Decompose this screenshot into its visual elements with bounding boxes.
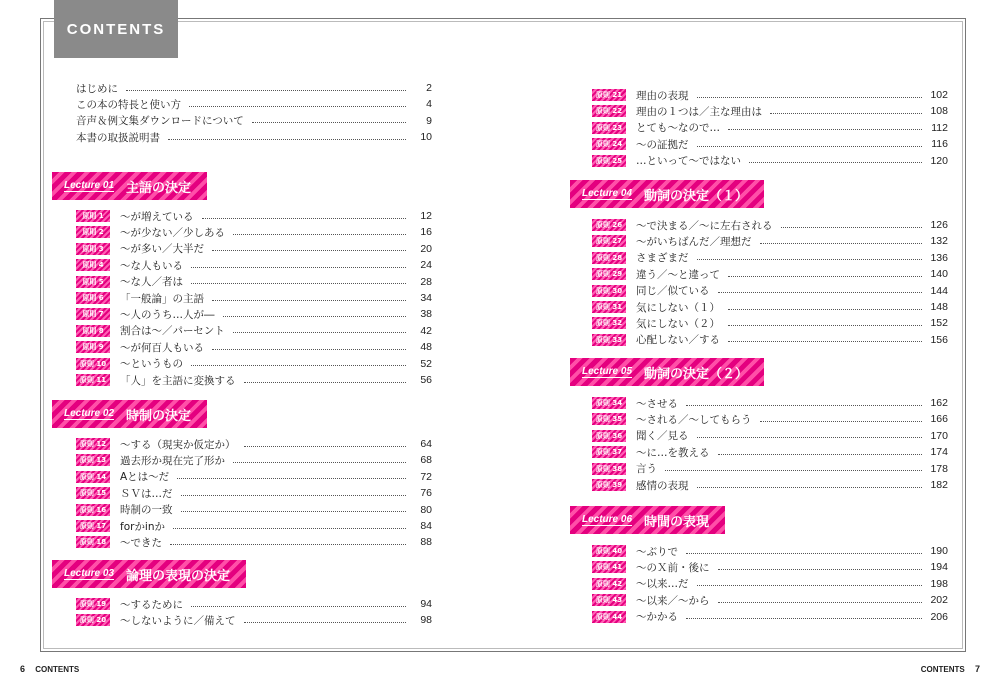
- rule-badge: 原則 24: [592, 138, 626, 150]
- dot-leader: [191, 606, 406, 607]
- entry-title: Aとは〜だ: [120, 469, 173, 484]
- entry-title: 理由の表現: [636, 88, 693, 103]
- dot-leader: [718, 569, 923, 570]
- page-number-right: 7: [974, 664, 980, 674]
- page-number: 56: [420, 374, 432, 386]
- page-number: 198: [930, 577, 948, 590]
- toc-entry[interactable]: [76, 612, 432, 628]
- footer-right: [921, 664, 980, 674]
- lecture-heading: [52, 560, 246, 588]
- rule-badge: 原則 4: [76, 259, 110, 271]
- entry-title: 〜させる: [636, 396, 682, 411]
- entry-title: 〜ぶりで: [636, 544, 682, 559]
- page-number: 16: [420, 226, 432, 239]
- toc-entry[interactable]: [76, 534, 432, 550]
- page-number: 98: [420, 614, 432, 627]
- toc-entry[interactable]: [76, 502, 432, 518]
- toc-entry[interactable]: [76, 518, 432, 534]
- entry-title: さまざまだ: [636, 250, 693, 265]
- page-number: 190: [930, 545, 948, 557]
- footer-left: [20, 664, 79, 674]
- rule-badge: 原則 29: [592, 268, 626, 280]
- toc-entry[interactable]: [76, 113, 432, 129]
- lecture-title: 動詞の決定（１）: [644, 188, 749, 204]
- lecture-number: Lecture 06: [582, 514, 633, 525]
- dot-leader: [760, 243, 923, 244]
- lecture-heading: [570, 180, 764, 208]
- page-number-left: 6: [20, 664, 26, 674]
- lecture-heading: [570, 506, 725, 534]
- entry-title: 〜というもの: [120, 356, 187, 371]
- toc-entry[interactable]: [592, 592, 948, 608]
- rule-badge: 原則 16: [76, 504, 110, 516]
- lecture-heading: [570, 358, 764, 386]
- rule-badge: 原則 38: [592, 463, 626, 475]
- dot-leader: [770, 113, 922, 114]
- page-number: 132: [930, 235, 948, 248]
- entry-title: 〜がいちばんだ／理想だ: [636, 234, 756, 249]
- lecture-title: 論理の表現の決定: [126, 568, 231, 584]
- page-number: 120: [930, 154, 948, 167]
- entry-title: 〜かかる: [636, 609, 682, 624]
- page-number: 24: [420, 259, 432, 272]
- toc-entry[interactable]: [592, 103, 948, 119]
- page-number: 80: [420, 503, 432, 516]
- dot-leader: [189, 106, 406, 107]
- toc-entry[interactable]: [592, 136, 948, 152]
- entry-title: 〜が多い／大半だ: [120, 241, 208, 256]
- toc-entry[interactable]: [592, 411, 948, 427]
- footer-label-right: CONTENTS: [920, 665, 965, 674]
- toc-entry[interactable]: [76, 274, 432, 290]
- rule-badge: 原則 33: [592, 334, 626, 346]
- dot-leader: [728, 129, 922, 130]
- page-number: 12: [420, 210, 432, 222]
- dot-leader: [252, 122, 406, 123]
- rule-badge: 原則 40: [592, 545, 626, 557]
- toc-entry[interactable]: [76, 241, 432, 257]
- toc-entry[interactable]: [76, 208, 432, 224]
- dot-leader: [244, 446, 407, 447]
- entry-title: 同じ／似ている: [636, 283, 714, 298]
- toc-entry[interactable]: [76, 436, 432, 452]
- dot-leader: [126, 90, 406, 91]
- entry-title: 過去形か現在完了形か: [120, 453, 229, 468]
- lecture-number: Lecture 04: [582, 188, 633, 199]
- dot-leader: [697, 437, 923, 438]
- page-number: 156: [930, 333, 948, 346]
- page-number: 162: [930, 397, 948, 409]
- entry-title: 割合は〜／パーセント: [120, 323, 229, 338]
- rule-badge: 原則 41: [592, 561, 626, 573]
- rule-badge: 原則 43: [592, 594, 626, 606]
- page-number: 170: [930, 429, 948, 442]
- page-number: 52: [420, 357, 432, 370]
- page-number: 10: [420, 131, 432, 144]
- dot-leader: [212, 349, 406, 350]
- rule-badge: 原則 14: [76, 471, 110, 483]
- page-number: 182: [930, 479, 948, 491]
- toc-entry[interactable]: [592, 87, 948, 103]
- dot-leader: [173, 528, 406, 529]
- rule-badge: 原則 35: [592, 413, 626, 425]
- dot-leader: [233, 332, 406, 333]
- rule-badge: 原則 10: [76, 358, 110, 370]
- dot-leader: [177, 478, 406, 479]
- lecture-heading: [52, 172, 207, 200]
- toc-entry[interactable]: [76, 80, 432, 96]
- entry-title: 気にしない（１）: [636, 300, 724, 315]
- dot-leader: [749, 162, 922, 163]
- dot-leader: [686, 618, 922, 619]
- dot-leader: [697, 146, 923, 147]
- entry-title: はじめに: [76, 81, 122, 96]
- dot-leader: [686, 405, 922, 406]
- dot-leader: [212, 300, 406, 301]
- page-number: 38: [420, 308, 432, 321]
- dot-leader: [760, 421, 923, 422]
- entry-title: 時制の一致: [120, 502, 177, 517]
- rule-badge: 原則 32: [592, 317, 626, 329]
- dot-leader: [686, 553, 922, 554]
- toc-entry[interactable]: [76, 339, 432, 355]
- lecture-title: 時間の表現: [644, 514, 710, 530]
- rule-badge: 原則 12: [76, 438, 110, 450]
- page-number: 68: [420, 454, 432, 467]
- rule-badge: 原則 5: [76, 276, 110, 288]
- entry-title: この本の特長と使い方: [76, 97, 185, 112]
- rule-badge: 原則 26: [592, 219, 626, 231]
- rule-badge: 原則 8: [76, 325, 110, 337]
- rule-badge: 原則 37: [592, 446, 626, 458]
- entry-title: とても〜なので…: [636, 120, 724, 135]
- entry-title: forかinか: [120, 519, 169, 534]
- entry-title: 「人」を主語に変換する: [120, 373, 240, 388]
- rule-badge: 原則 19: [76, 598, 110, 610]
- dot-leader: [697, 259, 923, 260]
- rule-badge: 原則 11: [76, 374, 110, 386]
- page-number: 112: [931, 121, 948, 134]
- page-number: 94: [420, 598, 432, 610]
- entry-title: 〜できた: [120, 535, 166, 550]
- entry-title: 〜で決まる／〜に左右される: [636, 218, 777, 233]
- toc-entry[interactable]: [592, 266, 948, 282]
- toc-entry[interactable]: [592, 332, 948, 348]
- entry-title: 〜な人もいる: [120, 258, 187, 273]
- dot-leader: [728, 309, 922, 310]
- page-number: 144: [930, 284, 948, 297]
- toc-entry[interactable]: [592, 395, 948, 411]
- dot-leader: [181, 495, 407, 496]
- page-number: 2: [426, 82, 432, 94]
- dot-leader: [728, 276, 922, 277]
- dot-leader: [202, 218, 407, 219]
- rule-badge: 原則 23: [592, 122, 626, 134]
- dot-leader: [718, 454, 923, 455]
- page-number: 88: [420, 536, 432, 549]
- rule-badge: 原則 30: [592, 285, 626, 297]
- toc-entry[interactable]: [592, 543, 948, 559]
- toc-entry[interactable]: [76, 323, 432, 339]
- page-number: 76: [420, 487, 432, 500]
- page-number: 148: [930, 301, 948, 313]
- contents-tab: CONTENTS: [54, 0, 178, 58]
- toc-entry[interactable]: [76, 356, 432, 372]
- dot-leader: [191, 267, 406, 268]
- rule-badge: 原則 21: [592, 89, 626, 101]
- toc-entry[interactable]: [76, 129, 432, 145]
- dot-leader: [168, 139, 406, 140]
- page-number: 202: [930, 594, 948, 607]
- rule-badge: 原則 25: [592, 155, 626, 167]
- page-number: 64: [420, 438, 432, 450]
- entry-title: 〜人のうち…人が―: [120, 307, 219, 322]
- page-number: 140: [930, 268, 948, 281]
- toc-entry[interactable]: [592, 461, 948, 477]
- entry-title: 〜以来…だ: [636, 576, 693, 591]
- toc-entry[interactable]: [592, 428, 948, 444]
- page-number: 152: [930, 317, 948, 330]
- page-number: 84: [420, 520, 432, 532]
- toc-entry[interactable]: [76, 257, 432, 273]
- toc-entry[interactable]: [592, 299, 948, 315]
- rule-badge: 原則 20: [76, 614, 110, 626]
- toc-entry[interactable]: [592, 559, 948, 575]
- dot-leader: [728, 325, 922, 326]
- rule-badge: 原則 13: [76, 454, 110, 466]
- entry-title: 〜のＸ前・後に: [636, 560, 714, 575]
- toc-entry[interactable]: [592, 217, 948, 233]
- rule-badge: 原則 34: [592, 397, 626, 409]
- dot-leader: [718, 292, 923, 293]
- lecture-heading: [52, 400, 207, 428]
- entry-title: 気にしない（２）: [636, 316, 724, 331]
- lecture-number: Lecture 05: [582, 366, 633, 377]
- entry-title: 〜するために: [120, 597, 187, 612]
- toc-entry[interactable]: [592, 250, 948, 266]
- entry-title: 〜が増えている: [120, 209, 198, 224]
- dot-leader: [191, 283, 406, 284]
- rule-badge: 原則 6: [76, 292, 110, 304]
- toc-entry[interactable]: [592, 233, 948, 249]
- rule-badge: 原則 1: [76, 210, 110, 222]
- lecture-title: 動詞の決定（２）: [644, 366, 749, 382]
- entry-title: 〜の証拠だ: [636, 137, 693, 152]
- entry-title: 〜に…を教える: [636, 445, 714, 460]
- page-number: 166: [930, 413, 948, 426]
- toc-entry[interactable]: [592, 153, 948, 169]
- page-number: 20: [420, 242, 432, 255]
- toc-entry[interactable]: [76, 306, 432, 322]
- dot-leader: [665, 470, 922, 471]
- toc-entry[interactable]: [592, 283, 948, 299]
- lecture-title: 時制の決定: [126, 408, 192, 424]
- dot-leader: [728, 341, 922, 342]
- toc-entry[interactable]: [76, 469, 432, 485]
- entry-title: 感情の表現: [636, 478, 693, 493]
- entry-title: 「一般論」の主語: [120, 291, 208, 306]
- toc-entry[interactable]: [592, 609, 948, 625]
- rule-badge: 原則 22: [592, 105, 626, 117]
- dot-leader: [781, 227, 923, 228]
- toc-entry[interactable]: [592, 315, 948, 331]
- dot-leader: [697, 487, 923, 488]
- toc-entry[interactable]: [592, 444, 948, 460]
- entry-title: …といって〜ではない: [636, 153, 745, 168]
- rule-badge: 原則 9: [76, 341, 110, 353]
- page-number: 174: [930, 446, 948, 459]
- page-number: 28: [420, 275, 432, 288]
- dot-leader: [244, 382, 407, 383]
- entry-title: 聞く／見る: [636, 428, 693, 443]
- page-number: 102: [930, 89, 948, 101]
- rule-badge: 原則 44: [592, 611, 626, 623]
- entry-title: 〜が何百人もいる: [120, 340, 208, 355]
- rule-badge: 原則 18: [76, 536, 110, 548]
- rule-badge: 原則 31: [592, 301, 626, 313]
- dot-leader: [212, 250, 406, 251]
- toc-entry[interactable]: [592, 477, 948, 493]
- toc-entry[interactable]: [76, 224, 432, 240]
- entry-title: 本書の取扱説明書: [76, 130, 164, 145]
- entry-title: 〜な人／者は: [120, 274, 187, 289]
- entry-title: 〜される／〜してもらう: [636, 412, 756, 427]
- page-number: 42: [420, 324, 432, 337]
- dot-leader: [697, 97, 923, 98]
- rule-badge: 原則 3: [76, 243, 110, 255]
- page-number: 4: [426, 98, 432, 111]
- dot-leader: [233, 462, 406, 463]
- toc-entry[interactable]: [76, 96, 432, 112]
- lecture-number: Lecture 03: [64, 568, 115, 579]
- entry-title: 心配しない／する: [636, 332, 724, 347]
- rule-badge: 原則 36: [592, 430, 626, 442]
- page-number: 126: [930, 219, 948, 231]
- entry-title: 言う: [636, 461, 661, 476]
- page-number: 34: [420, 292, 432, 304]
- dot-leader: [718, 602, 923, 603]
- page-number: 9: [426, 114, 432, 127]
- dot-leader: [697, 585, 923, 586]
- rule-badge: 原則 28: [592, 252, 626, 264]
- entry-title: 理由の１つは／主な理由は: [636, 104, 766, 119]
- toc-entry[interactable]: [592, 576, 948, 592]
- page-number: 178: [930, 462, 948, 475]
- entry-title: 違う／〜と違って: [636, 267, 724, 282]
- page-number: 48: [420, 341, 432, 354]
- dot-leader: [233, 234, 406, 235]
- rule-badge: 原則 39: [592, 479, 626, 491]
- entry-title: 〜以来／〜から: [636, 593, 714, 608]
- entry-title: 〜する（現実か仮定か）: [120, 437, 240, 452]
- lecture-title: 主語の決定: [126, 180, 192, 196]
- entry-title: 音声＆例文集ダウンロードについて: [76, 113, 248, 128]
- rule-badge: 原則 27: [592, 235, 626, 247]
- dot-leader: [170, 544, 406, 545]
- toc-entry[interactable]: [76, 452, 432, 468]
- footer-label-left: CONTENTS: [35, 665, 80, 674]
- toc-entry[interactable]: [76, 596, 432, 612]
- rule-badge: 原則 2: [76, 226, 110, 238]
- dot-leader: [191, 365, 406, 366]
- entry-title: 〜が少ない／少しある: [120, 225, 229, 240]
- rule-badge: 原則 7: [76, 308, 110, 320]
- page-number: 108: [930, 105, 948, 118]
- page-number: 116: [931, 138, 948, 151]
- rule-badge: 原則 15: [76, 487, 110, 499]
- dot-leader: [244, 622, 407, 623]
- toc-entry[interactable]: [592, 120, 948, 136]
- lecture-number: Lecture 01: [64, 180, 115, 191]
- lecture-number: Lecture 02: [64, 408, 115, 419]
- toc-entry[interactable]: [76, 290, 432, 306]
- entry-title: ＳＶは…だ: [120, 486, 177, 501]
- page-number: 136: [930, 251, 948, 264]
- dot-leader: [181, 511, 407, 512]
- toc-entry[interactable]: [76, 372, 432, 388]
- entry-title: 〜しないように／備えて: [120, 613, 240, 628]
- page-number: 194: [930, 561, 948, 574]
- rule-badge: 原則 17: [76, 520, 110, 532]
- dot-leader: [223, 316, 407, 317]
- page-number: 206: [930, 610, 948, 623]
- toc-entry[interactable]: [76, 485, 432, 501]
- page-number: 72: [420, 470, 432, 483]
- rule-badge: 原則 42: [592, 578, 626, 590]
